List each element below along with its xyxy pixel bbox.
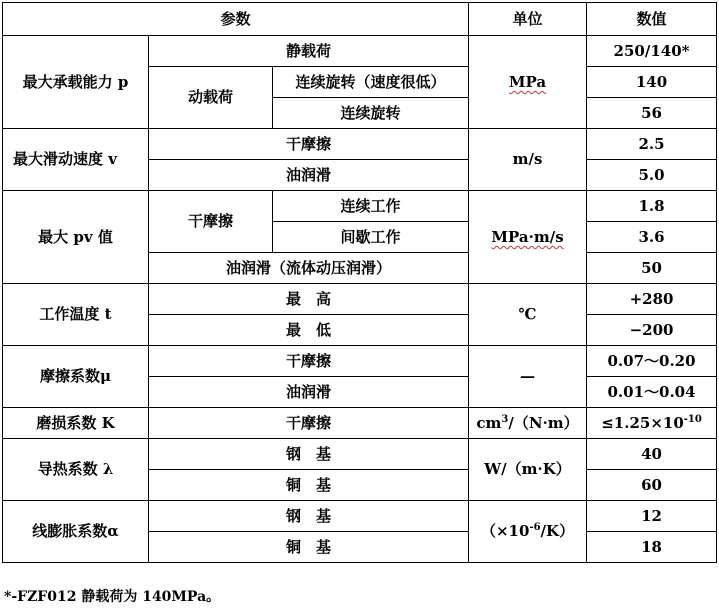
row-label-temp: 工作温度 t [3, 284, 149, 346]
row-label-wear: 磨损系数 K [3, 408, 149, 439]
row-label-max-pv-text: 最大 pv 值 [38, 227, 113, 246]
table-row [3, 36, 717, 67]
cond-continuous-low: 连续旋转（速度很低） [273, 67, 469, 98]
value-thermal-copper: 60 [587, 470, 717, 501]
row-label-max-load: 最大承载能力 p [3, 36, 149, 129]
cond-wear-dry: 干摩擦 [149, 408, 469, 439]
value-pv-intermittent: 3.6 [587, 222, 717, 253]
value-friction-oil: 0.01～0.04 [587, 377, 717, 408]
unit-ms: m/s [469, 129, 587, 191]
value-wear-base: ≤1.25×10 [601, 413, 684, 432]
unit-none: — [469, 346, 587, 408]
header-unit: 单位 [469, 3, 587, 36]
value-static-load: 250/140* [587, 36, 717, 67]
cond-hydrodynamic: 油润滑（流体动压润滑） [149, 253, 469, 284]
row-label-expansion: 线膨胀系数α [3, 501, 149, 563]
header-param: 参数 [3, 3, 469, 36]
cond-continuous: 连续旋转 [273, 98, 469, 129]
unit-mpa-ms [469, 191, 587, 284]
table-row [3, 129, 717, 160]
table-header-row [3, 3, 717, 36]
unit-mpa-text: MPa [508, 72, 547, 91]
cond-temp-max: 最 高 [149, 284, 469, 315]
value-expansion-steel: 12 [587, 501, 717, 532]
cond-oil-lubrication: 油润滑 [149, 160, 469, 191]
value-continuous: 56 [587, 98, 717, 129]
value-wear-sup: -10 [683, 413, 702, 425]
cond-friction-dry: 干摩擦 [149, 346, 469, 377]
cond-temp-min: 最 低 [149, 315, 469, 346]
cond-dynamic-load: 动载荷 [149, 67, 273, 129]
unit-wear-base: cm [476, 413, 502, 432]
table-row [3, 408, 717, 439]
value-friction-dry: 0.07～0.20 [587, 346, 717, 377]
table-row [3, 501, 717, 532]
unit-expansion [469, 501, 587, 563]
unit-celsius: ℃ [469, 284, 587, 346]
unit-expansion-sup: -6 [529, 522, 541, 534]
table-row [3, 346, 717, 377]
value-temp-min: −200 [587, 315, 717, 346]
value-speed-oil: 5.0 [587, 160, 717, 191]
row-label-max-speed: 最大滑动速度 v [3, 129, 149, 191]
unit-thermal: W/（m·K） [469, 439, 587, 501]
value-speed-dry: 2.5 [587, 129, 717, 160]
cond-static-load: 静载荷 [149, 36, 469, 67]
value-pv-oil: 50 [587, 253, 717, 284]
cond-continuous-work: 连续工作 [273, 191, 469, 222]
parameter-table [2, 2, 717, 563]
cond-intermittent-work: 间歇工作 [273, 222, 469, 253]
value-continuous-low: 140 [587, 67, 717, 98]
unit-expansion-rest: /K） [540, 522, 575, 541]
header-value: 数值 [587, 3, 717, 36]
cond-expansion-copper: 铜 基 [149, 532, 469, 563]
cond-expansion-steel: 钢 基 [149, 501, 469, 532]
footnote: *-FZF012 静载荷为 140MPa。 [4, 589, 221, 605]
cond-pv-dry: 干摩擦 [149, 191, 273, 253]
unit-mpa-ms-text: MPa·m/s [491, 227, 564, 246]
unit-mpa [469, 36, 587, 129]
unit-wear-sup: 3 [501, 413, 509, 425]
cond-thermal-copper: 铜 基 [149, 470, 469, 501]
unit-wear-rest: /（N·m） [508, 413, 579, 432]
cond-thermal-steel: 钢 基 [149, 439, 469, 470]
unit-expansion-base: （×10 [480, 522, 530, 541]
value-expansion-copper: 18 [587, 532, 717, 563]
value-thermal-steel: 40 [587, 439, 717, 470]
row-label-friction: 摩擦系数μ [3, 346, 149, 408]
cond-friction-oil: 油润滑 [149, 377, 469, 408]
value-pv-continuous: 1.8 [587, 191, 717, 222]
table-row [3, 439, 717, 470]
row-label-thermal: 导热系数 λ [3, 439, 149, 501]
value-temp-max: +280 [587, 284, 717, 315]
cond-dry-friction: 干摩擦 [149, 129, 469, 160]
unit-wear [469, 408, 587, 439]
table-row [3, 284, 717, 315]
table-row [3, 191, 717, 222]
value-wear [587, 408, 717, 439]
row-label-max-pv [3, 191, 149, 284]
